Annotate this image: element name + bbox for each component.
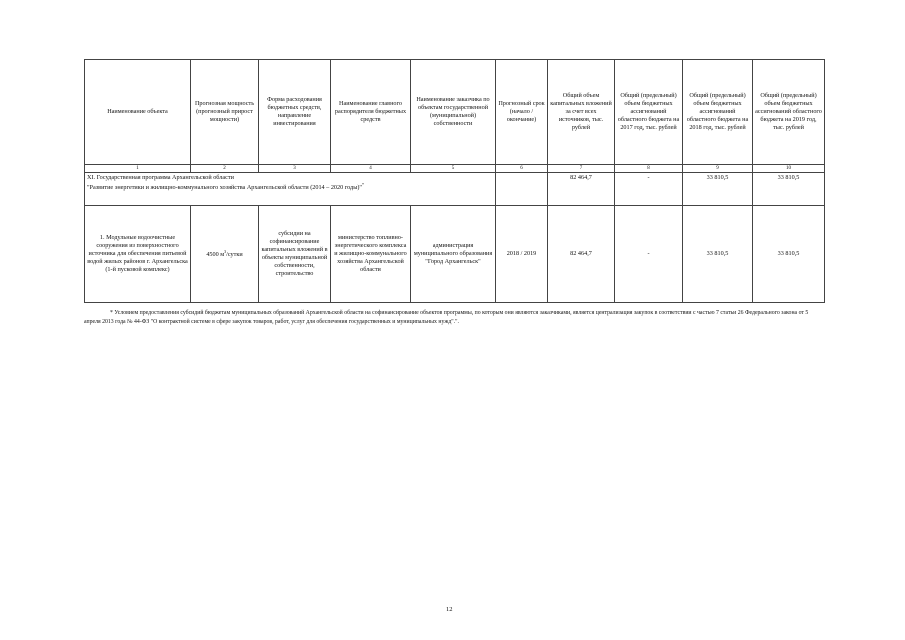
header-total-investment: Общий объем капитальных вложений за счет всех источников, тыс. рублей [548,60,615,165]
header-distributor: Наименование главного распорядителя бюджетных средств [331,60,411,165]
column-number: 1 [85,165,191,173]
column-number: 3 [259,165,331,173]
table-header-row [85,60,825,165]
object-budget-2019: 33 810,5 [753,206,825,303]
capacity-value: 4500 м [206,251,225,258]
program-total: 82 464,7 [548,173,615,206]
column-number-row [85,165,825,173]
object-total: 82 464,7 [548,206,615,303]
program-period-cell [496,173,548,206]
header-budget-2017: Общий (предельный) объем бюджетных ассигнований областного бюджета на 2017 год, тыс. рублей [615,60,683,165]
column-number: 2 [191,165,259,173]
object-distributor: министерство топливно-энергетического комплекса и жилищно-коммунального хозяйства Архангельской области [331,206,411,303]
program-budget-2018: 33 810,5 [683,173,753,206]
capacity-superscript: 3 [224,248,227,254]
object-period: 2018 / 2019 [496,206,548,303]
header-budget-2018: Общий (предельный) объем бюджетных ассигнований областного бюджета на 2018 год, тыс. рублей [683,60,753,165]
column-number: 7 [548,165,615,173]
program-title-line1: XI. Государственная программа Архангельской области [87,174,234,181]
object-funding-form: субсидии на софинансирование капитальных вложений в объекты муниципальной собственности, строительство [259,206,331,303]
footnote: * Условием предоставления субсидий бюджетам муниципальных образований Архангельской области на софинансирование объектов программы, по которым они являются заказчиками, является централизация закупок в соответствии с частью 7 статьи 26 Федерального закона от 5 апреля 2013 года № 44-ФЗ "О контрактной системе в сфере закупок товаров, работ, услуг для обеспечения государственных и муниципальных нужд".". [84,310,809,326]
header-capacity: Прогнозная мощность (прогнозный прирост мощности) [191,60,259,165]
object-budget-2017: - [615,206,683,303]
program-row [85,173,825,206]
table-row [85,206,825,303]
program-budget-2017: - [615,173,683,206]
object-capacity [191,206,259,303]
program-budget-2019: 33 810,5 [753,173,825,206]
header-period: Прогнозный срок (начало / окончание) [496,60,548,165]
capacity-unit: /сутки [226,251,243,258]
column-number: 6 [496,165,548,173]
column-number: 9 [683,165,753,173]
column-number: 10 [753,165,825,173]
page-number: 12 [446,606,453,613]
object-budget-2018: 33 810,5 [683,206,753,303]
investment-table [84,59,825,303]
header-budget-2019: Общий (предельный) объем бюджетных ассигнований областного бюджета на 2019 год, тыс. рублей [753,60,825,165]
program-title-line2: "Развитие энергетики и жилищно-коммунального хозяйства Архангельской области (2014 – 2020 годы)" [87,184,362,192]
header-funding-form: Форма расходования бюджетных средств, направление инвестирования [259,60,331,165]
footnote-mark: * [361,182,364,188]
column-number: 4 [331,165,411,173]
column-number: 8 [615,165,683,173]
header-customer: Наименование заказчика по объектам государственной (муниципальной) собственности [411,60,496,165]
program-title [85,173,496,206]
header-object-name: Наименование объекта [85,60,191,165]
object-name: 1. Модульные водоочистные сооружения из поверхностного источника для обеспечения питьевой водой жилых районов г. Архангельска (1-й пусковой комплекс) [85,206,191,303]
object-customer: администрация муниципального образования "Город Архангельск" [411,206,496,303]
column-number: 5 [411,165,496,173]
